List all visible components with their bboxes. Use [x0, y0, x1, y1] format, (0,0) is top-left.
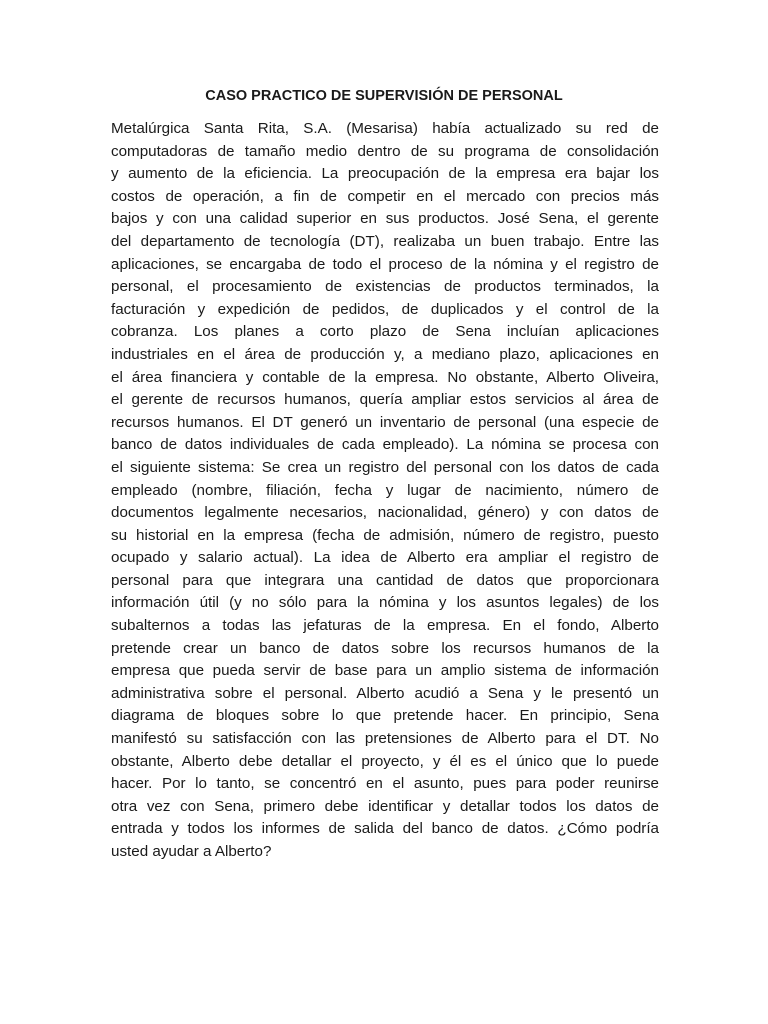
paragraph-line: ocupado y salario actual). La idea de Alberto era ampliar el registro de: [111, 549, 659, 567]
paragraph-line: el siguiente sistema: Se crea un registro del personal con los datos de cada: [111, 458, 659, 476]
document-title: CASO PRACTICO DE SUPERVISIÓN DE PERSONAL: [205, 88, 563, 104]
paragraph-line: empresa que pueda servir de base para un amplio sistema de información: [111, 662, 659, 680]
paragraph-line: manifestó su satisfacción con las pretensiones de Alberto para el DT. No: [111, 730, 659, 748]
paragraph-line: entrada y todos los informes de salida del banco de datos. ¿Cómo podría: [111, 820, 659, 838]
paragraph-line: subalternos a todas las jefaturas de la empresa. En el fondo, Alberto: [111, 617, 659, 635]
paragraph-line: aplicaciones, se encargaba de todo el proceso de la nómina y el registro de: [111, 255, 659, 273]
paragraph-line: industriales en el área de producción y, a mediano plazo, aplicaciones en: [111, 345, 659, 363]
paragraph-line: y aumento de la eficiencia. La preocupación de la empresa era bajar los: [111, 165, 659, 183]
paragraph-line: computadoras de tamaño medio dentro de su programa de consolidación: [111, 142, 659, 160]
paragraph-line: diagrama de bloques sobre lo que pretende hacer. En principio, Sena: [111, 707, 659, 725]
paragraph-line: personal para que integrara una cantidad de datos que proporcionara: [111, 571, 659, 589]
paragraph-line: empleado (nombre, filiación, fecha y lugar de nacimiento, número de: [111, 481, 659, 499]
paragraph-line: bajos y con una calidad superior en sus productos. José Sena, el gerente: [111, 210, 659, 228]
paragraph-line: facturación y expedición de pedidos, de duplicados y el control de la: [111, 300, 659, 318]
paragraph-line: obstante, Alberto debe detallar el proyecto, y él es el único que lo puede: [111, 752, 659, 770]
paragraph-line: cobranza. Los planes a corto plazo de Sena incluían aplicaciones: [111, 323, 659, 341]
paragraph-line: documentos legalmente necesarios, nacionalidad, género) y con datos de: [111, 504, 659, 522]
paragraph-line: hacer. Por lo tanto, se concentró en el asunto, pues para poder reunirse: [111, 775, 659, 793]
paragraph-line: costos de operación, a fin de competir en el mercado con precios más: [111, 187, 659, 205]
paragraph-line: el gerente de recursos humanos, quería ampliar estos servicios al área de: [111, 391, 659, 409]
paragraph-line: Metalúrgica Santa Rita, S.A. (Mesarisa) había actualizado su red de: [111, 120, 659, 137]
paragraph-line: administrativa sobre el personal. Alberto acudió a Sena y le presentó un: [111, 684, 659, 702]
case-paragraph: [111, 118, 659, 864]
paragraph-line: información útil (y no sólo para la nómina y los asuntos legales) de los: [111, 594, 659, 612]
paragraph-line: del departamento de tecnología (DT), realizaba un buen trabajo. Entre las: [111, 232, 659, 250]
paragraph-line: personal, el procesamiento de existencias de productos terminados, la: [111, 278, 659, 296]
paragraph-line: usted ayudar a Alberto?: [111, 843, 272, 860]
paragraph-line: banco de datos individuales de cada empleado). La nómina se procesa con: [111, 436, 659, 454]
paragraph-line: pretende crear un banco de datos sobre los recursos humanos de la: [111, 639, 659, 657]
paragraph-line: el área financiera y contable de la empresa. No obstante, Alberto Oliveira,: [111, 368, 659, 386]
paragraph-line: otra vez con Sena, primero debe identificar y detallar todos los datos de: [111, 797, 659, 815]
paragraph-line: su historial en la empresa (fecha de admisión, número de registro, puesto: [111, 526, 659, 544]
paragraph-line: recursos humanos. El DT generó un inventario de personal (una especie de: [111, 413, 659, 431]
